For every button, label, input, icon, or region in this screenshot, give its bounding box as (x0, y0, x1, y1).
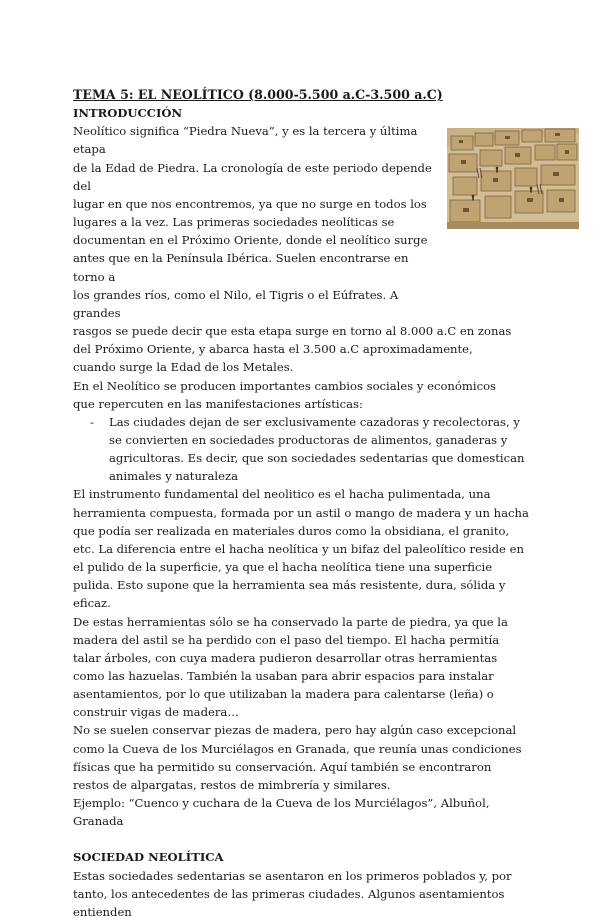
intro-wrapped-lines (73, 122, 435, 322)
changes-paragraph: En el Neolítico se producen importantes cambios sociales y económicos que repercuten en las manifestaciones artísticas: (73, 378, 497, 411)
exception-paragraph: No se suelen conservar piezas de madera, pero hay algún caso excepcional como la Cueva de los Murciélagos en Granada, que reunía unas condiciones físicas que ha permitido su conservación. Aquí también se encontraron restos de alpargatas, restos de mimbrería y similares. (73, 723, 522, 792)
example-line: Ejemplo: “Cuenco y cuchara de la Cueva de los Murciélagos”, Albuñol, Granada (73, 796, 490, 829)
page-title: TEMA 5: EL NEOLÍTICO (8.000-5.500 a.C-3.500 a.C) (73, 87, 443, 102)
section-spacer (73, 830, 529, 848)
intro-line: lugar en que nos encontremos, ya que no surge en todos los (73, 196, 427, 211)
document-body (73, 86, 529, 921)
section-heading-introduccion: INTRODUCCIÓN (73, 106, 183, 121)
society-paragraph: Estas sociedades sedentarias se asentaron en los primeros poblados y, por tanto, los antecedentes de las primeras ciudades. Algunos asentamientos entienden (73, 868, 512, 919)
intro-continuation: rasgos se puede decir que esta etapa surge en torno al 8.000 a.C en zonas del Próximo Oriente, y abarca hasta el 3.500 a.C aproximadamente, cuando surge la Edad de los Metales. (73, 324, 512, 375)
list-item: - Las ciudades dejan de ser exclusivamente cazadoras y recolectoras, y se convierten en sociedades productoras de alimentos, ganaderas y agricultoras. Es decir, que son sociedades sedentarias que domestican animales y naturaleza (109, 413, 529, 486)
intro-line: lugares a la vez. Las primeras sociedades neolíticas se (73, 215, 395, 230)
intro-line: de la Edad de Piedra. La cronología de este periodo depende del (73, 160, 432, 193)
intro-line: antes que en la Península Ibérica. Suelen encontrarse en torno a (73, 251, 409, 284)
intro-line: Neolítico significa “Piedra Nueva”, y es la tercera y última etapa (73, 124, 418, 157)
intro-line: documentan en el Próximo Oriente, donde el neolítico surge (73, 233, 428, 248)
preserved-paragraph: De estas herramientas sólo se ha conservado la parte de piedra, ya que la madera del astil se ha perdido con el paso del tiempo. El hacha permitía talar árboles, con cuya madera pudieron desarrollar otras herramientas como las hazuelas. También la usaban para abrir espacios para instalar asentamientos, por lo que utilizaban la madera para calentarse (leña) o construir vigas de madera… (73, 614, 508, 720)
intro-line: los grandes ríos, como el Nilo, el Tigris o el Eúfrates. A grandes (73, 287, 399, 320)
tool-paragraph: El instrumento fundamental del neolitico es el hacha pulimentada, una herramienta compuesta, formada por un astil o mango de madera y un hacha que podía ser realizada en materiales duros como la obsidiana, el granito, etc. La diferencia entre el hacha neolítica y un bifaz del paleolítico reside en el pulido de la superficie, ya que el hacha neolítica tiene una superficie pulida. Esto supone que la herramienta sea más resistente, dura, sólida y eficaz. (73, 487, 529, 611)
section-heading-sociedad: SOCIEDAD NEOLÍTICA (73, 850, 224, 865)
changes-list (73, 413, 529, 486)
